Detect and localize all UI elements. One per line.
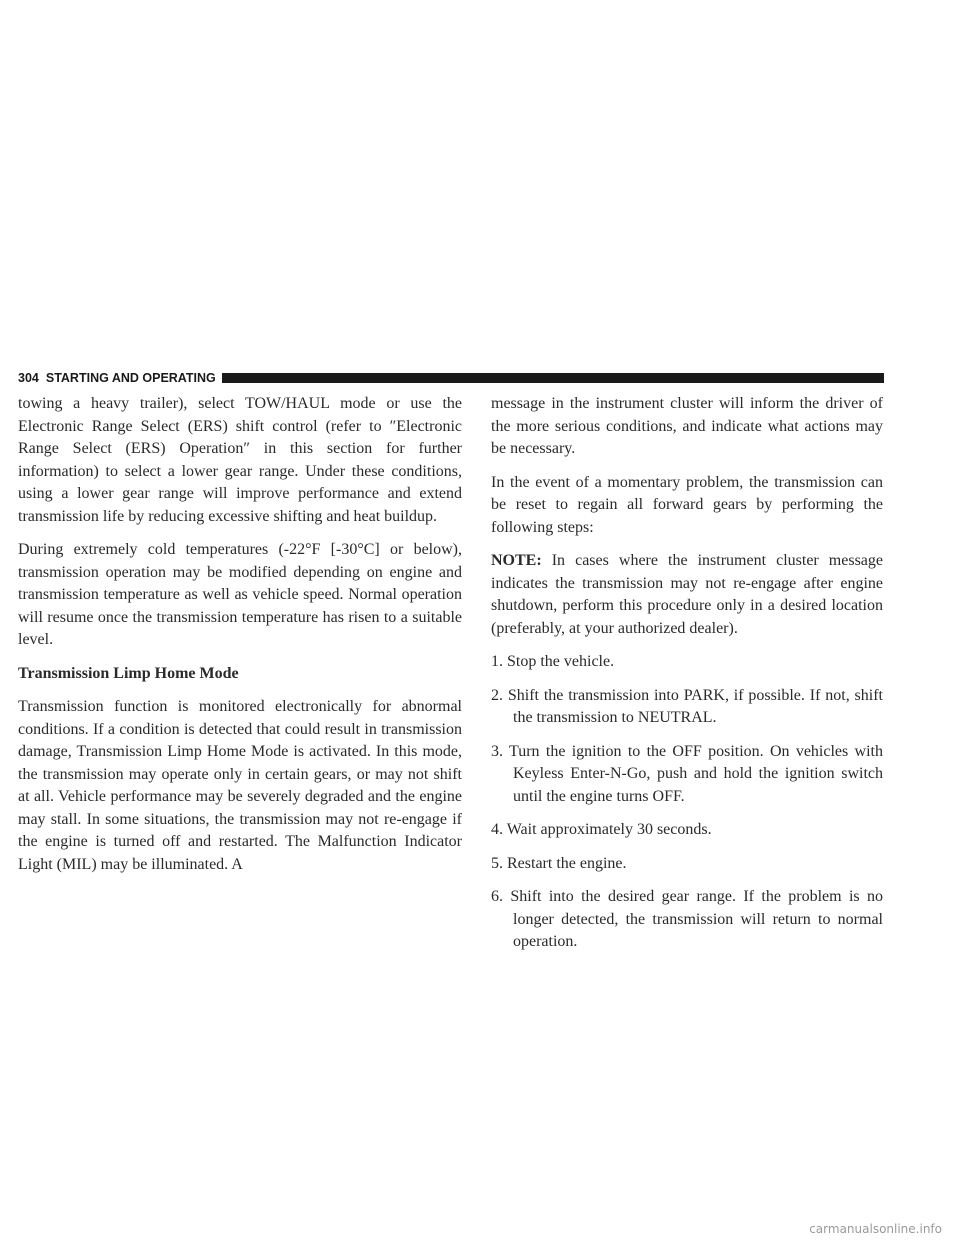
step-item: 4. Wait approximately 30 seconds. bbox=[491, 821, 712, 838]
paragraph-momentary-problem: In the event of a momentary problem, the transmission can be reset to regain all forward gears by performing the following steps: bbox=[491, 473, 883, 536]
section-title: STARTING AND OPERATING bbox=[45, 371, 216, 385]
note-label: NOTE: bbox=[491, 552, 542, 569]
note-text: In cases where the instrument cluster message indicates the transmission may not re-engage after engine shutdown, perform this procedure only in a desired location (preferably, at your authorized dealer). bbox=[491, 552, 883, 637]
page-header bbox=[18, 370, 884, 386]
step-item: 5. Restart the engine. bbox=[491, 854, 627, 872]
paragraph-limp-home: Transmission function is monitored electronically for abnormal conditions. If a condition is detected that could result in transmission damage, Transmission Limp Home Mode is activated. In this mode, the transmission may operate only in certain gears, or may not shift at all. Vehicle performance may be severely degraded and the engine may stall. In some situations, the transmission may not re-engage if the engine is turned off and restarted. The Malfunction Indicator Light (MIL) may be illuminated. A bbox=[18, 698, 462, 873]
step-item: 3. Turn the ignition to the OFF position. On vehicles with Keyless Enter-N-Go, push and hold the ignition switch until the engine turns OFF. bbox=[491, 742, 883, 805]
paragraph-cold-temperatures: During extremely cold temperatures (-22°F [-30°C] or below), transmission operation may be modified depending on engine and transmission temperature as well as vehicle speed. Normal operation will resume once the transmission temperature has risen to a suitable level. bbox=[18, 541, 462, 648]
page-number: 304 bbox=[18, 371, 39, 385]
paragraph-towing: towing a heavy trailer), select TOW/HAUL mode or use the Electronic Range Select (ERS) shift control (refer to ″Electronic Range Select (ERS) Operation″ in this section for further information) to select a lower gear range. Under these conditions, using a lower gear range will improve performance and extend transmission life by reducing excessive shifting and heat buildup. bbox=[18, 395, 462, 525]
paragraph-cluster-message: message in the instrument cluster will inform the driver of the more serious conditions, and indicate what actions may be necessary. bbox=[491, 395, 883, 457]
right-column bbox=[491, 393, 883, 965]
header-rule bbox=[222, 373, 884, 383]
step-item: 1. Stop the vehicle. bbox=[491, 653, 615, 670]
step-item: 2. Shift the transmission into PARK, if possible. If not, shift the transmission to NEUTRAL. bbox=[491, 686, 883, 726]
watermark: carmanualsonline.info bbox=[809, 1222, 942, 1236]
heading-limp-home-mode: Transmission Limp Home Mode bbox=[18, 664, 239, 682]
step-item: 6. Shift into the desired gear range. If the problem is no longer detected, the transmission will return to normal operation. bbox=[491, 888, 883, 950]
left-column bbox=[18, 393, 462, 887]
note-paragraph bbox=[491, 550, 883, 640]
